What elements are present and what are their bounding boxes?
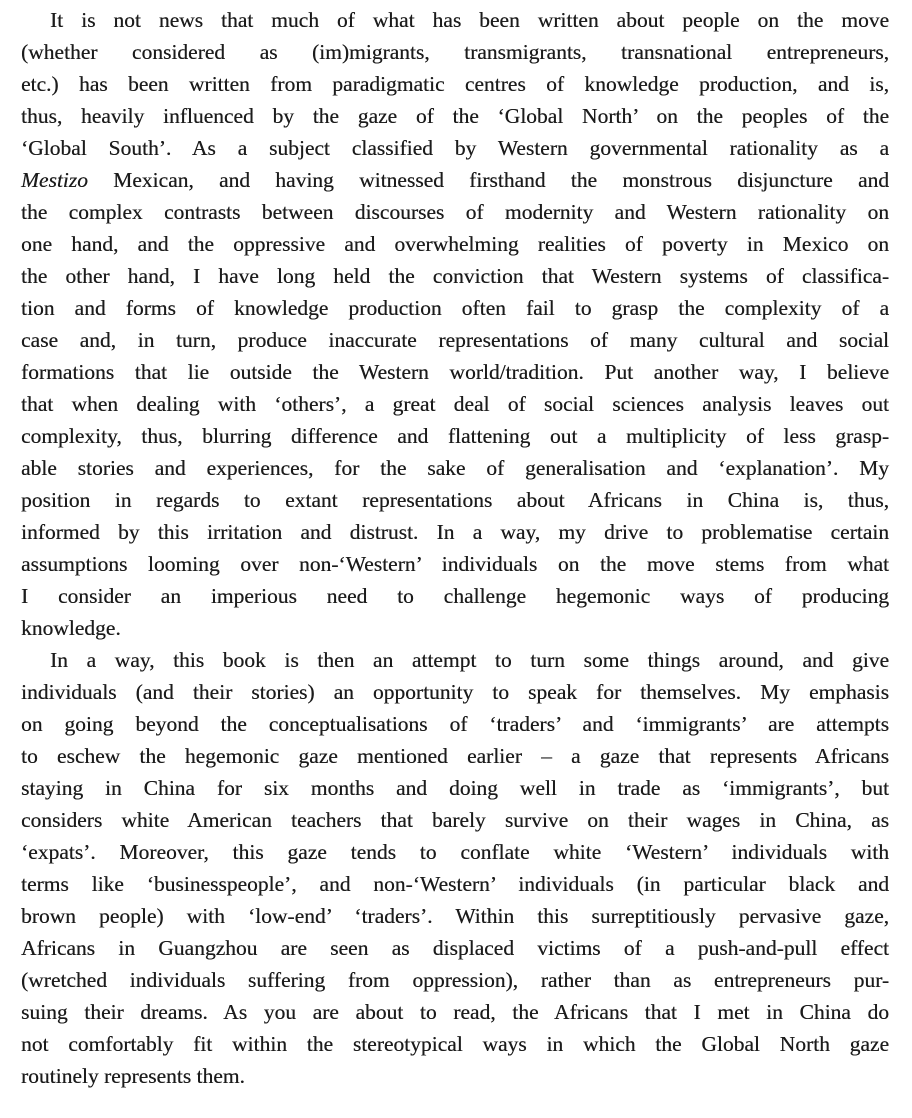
text-segment: Mexican, and having witnessed firsthand the monstrous disjuncture and: [87, 168, 889, 192]
text-line: routinely represents them.: [21, 1064, 245, 1088]
text-line: assumptions looming over non-‘Western’ individuals on the move stems from what: [21, 552, 889, 576]
text-line: [21, 164, 889, 196]
text-line: It is not news that much of what has been written about people on the move: [50, 8, 889, 32]
text-line: (wretched individuals suffering from oppression), rather than as entrepreneurs pur-: [21, 968, 889, 992]
text-line: staying in China for six months and doing well in trade as ‘immigrants’, but: [21, 776, 889, 800]
text-line: the complex contrasts between discourses of modernity and Western rationality on: [21, 200, 889, 224]
text-line: brown people) with ‘low-end’ ‘traders’. Within this surreptitiously pervasive gaze,: [21, 904, 889, 928]
text-line: considers white American teachers that barely survive on their wages in China, as: [21, 808, 889, 832]
text-line: on going beyond the conceptualisations of ‘traders’ and ‘immigrants’ are attempts: [21, 712, 889, 736]
italic-word: Mestizo: [21, 168, 88, 192]
text-line: ‘Global South’. As a subject classified by Western governmental rationality as a: [21, 136, 889, 160]
text-line: position in regards to extant representations about Africans in China is, thus,: [21, 488, 889, 512]
text-line: case and, in turn, produce inaccurate representations of many cultural and social: [21, 328, 889, 352]
text-line: tion and forms of knowledge production often fail to grasp the complexity of a: [21, 296, 889, 320]
text-line: thus, heavily influenced by the gaze of the ‘Global North’ on the peoples of the: [21, 104, 889, 128]
text-line: one hand, and the oppressive and overwhelming realities of poverty in Mexico on: [21, 232, 889, 256]
paragraph-2: [21, 644, 889, 1092]
text-line: (whether considered as (im)migrants, transmigrants, transnational entrepreneurs,: [21, 40, 889, 64]
text-line: able stories and experiences, for the sake of generalisation and ‘explanation’. My: [21, 456, 889, 480]
text-line: the other hand, I have long held the conviction that Western systems of classifica-: [21, 264, 889, 288]
text-line: complexity, thus, blurring difference and flattening out a multiplicity of less grasp-: [21, 424, 889, 448]
text-line: informed by this irritation and distrust. In a way, my drive to problematise certain: [21, 520, 889, 544]
text-line: individuals (and their stories) an opportunity to speak for themselves. My emphasis: [21, 680, 889, 704]
paragraph-1: [21, 4, 889, 644]
text-line: ‘expats’. Moreover, this gaze tends to conflate white ‘Western’ individuals with: [21, 840, 889, 864]
text-line: formations that lie outside the Western world/tradition. Put another way, I believe: [21, 360, 889, 384]
text-line: I consider an imperious need to challenge hegemonic ways of producing: [21, 584, 889, 608]
text-line: that when dealing with ‘others’, a great deal of social sciences analysis leaves out: [21, 392, 889, 416]
text-line: not comfortably fit within the stereotypical ways in which the Global North gaze: [21, 1032, 889, 1056]
text-line: suing their dreams. As you are about to read, the Africans that I met in China do: [21, 1000, 889, 1024]
text-line: In a way, this book is then an attempt to turn some things around, and give: [50, 648, 889, 672]
text-line: knowledge.: [21, 616, 121, 640]
text-line: Africans in Guangzhou are seen as displaced victims of a push-and-pull effect: [21, 936, 889, 960]
text-line: to eschew the hegemonic gaze mentioned earlier – a gaze that represents Africans: [21, 744, 889, 768]
text-line: etc.) has been written from paradigmatic centres of knowledge production, and is,: [21, 72, 889, 96]
text-line: terms like ‘businesspeople’, and non-‘Western’ individuals (in particular black and: [21, 872, 889, 896]
